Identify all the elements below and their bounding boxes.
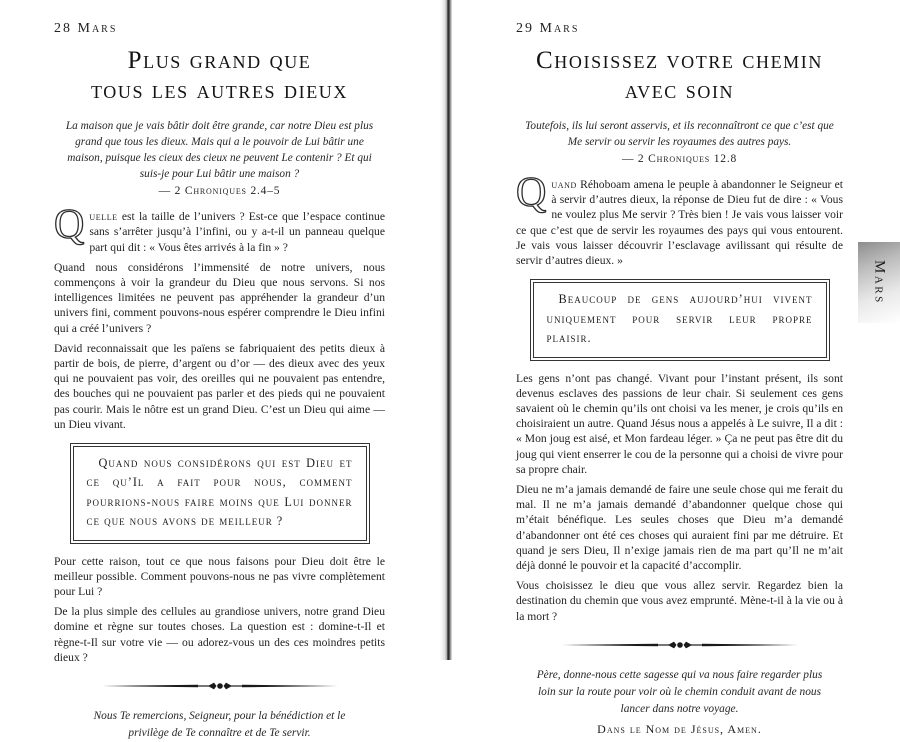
- body-paragraph: Vous choisissez le dieu que vous allez servir. Regardez bien la destination du chemin que vous avez emprunté. Mène-t-il à la vie ou à la mort ?: [516, 579, 843, 623]
- callout-text: Quand nous considérons qui est Dieu et ce qu’Il a fait pour nous, comment pourrions-nous faire moins que Lui donner ce que nous avons de meilleur ?: [73, 446, 367, 541]
- prayer-text: Père, donne-nous cette sagesse qui va nous faire regarder plus loin sur la route pour voir où le chemin conduit avant de nous lancer dans notre voyage.: [536, 668, 823, 716]
- month-tab-label: Mars: [871, 260, 888, 305]
- section-divider-ornament-icon: [100, 679, 340, 693]
- prayer-text: Nous Te remercions, Seigneur, pour la bénédiction et le privilège de Te connaître et de Te servir.: [93, 710, 346, 740]
- lead-word-smallcaps: uand: [551, 178, 577, 192]
- month-tab[interactable]: [858, 242, 900, 323]
- page-title-line1: Choisissez votre chemin: [536, 47, 823, 74]
- callout-text: Beaucoup de gens aujourd’hui vivent uniquement pour servir leur propre plaisir.: [533, 282, 827, 357]
- page-title-line2: tous les autres dieux: [90, 76, 349, 104]
- scripture-epigraph: Toutefois, ils lui seront asservis, et ils reconnaîtront ce que c’est que Me servir ou servir les royaumes des autres pays.: [525, 120, 834, 149]
- date-heading: 29 Mars: [516, 21, 580, 36]
- body-paragraph: De la plus simple des cellules au grandiose univers, notre grand Dieu domine et règne sur toutes choses. La question est : domine-t-Il et règne-t-Il sur votre vie — ou adorez-vous un des ces moindres petits dieux ?: [54, 605, 385, 664]
- scripture-attribution: — 2 Chroniques 2.4–5: [158, 185, 281, 198]
- body-paragraph: David reconnaissait que les païens se fabriquaient des petits dieux à partir de bois, de pierre, d’argent ou d’or — des dieux avec des yeux qui ne pouvaient pas voir, des oreilles qui ne pouvaient pas entendre, des bouches qui ne pouvaient pas parler et des pieds qui ne pouvaient pas courir. Mais le nôtre est un grand Dieu. C’est un Dieu qui aime — un Dieu vivant.: [54, 341, 385, 431]
- body-paragraph: [516, 170, 843, 268]
- body-paragraph: Pour cette raison, tout ce que nous faisons pour Dieu doit être le meilleur possible. Comment pouvons-nous ne pas vivre complètement pour Lui ?: [54, 554, 385, 599]
- dropcap-letter: Q: [516, 170, 547, 217]
- page-title-line1: Plus grand que: [127, 47, 312, 74]
- page-right: [452, 0, 900, 737]
- body-paragraph: Dieu ne m’a jamais demandé de faire une seule chose qui me ferait du mal. Il ne m’a jamais demandé d’abandonner quelque chose qui m’était bénéfique. Les seules choses que Dieu m’a demandé d’abandonner ont été ces choses qui auraient fini par me détruire. Et quand je sers Dieu, Il n’exige jamais rien de ma part qu’Il ne m’ait déjà donné le pouvoir et la capacité d’accomplir.: [516, 482, 843, 572]
- callout-box: [70, 443, 370, 544]
- page-title: [54, 46, 385, 105]
- page-title: [516, 46, 843, 105]
- paragraph-text: Réhoboam amena le peuple à abandonner le Seigneur et à servir d’autres dieux, la réponse de Dieu fut de dire : « Vous ne voulez plus Me servir ? Très bien ! Je vais vous laisser voir ce que c’est que de servir les royaumes des pays qui vous entourent. Je vais vous laisser découvrir l’esclavage avilissant qui résulte de servir d’autres dieux. »: [516, 178, 843, 268]
- body-paragraph: Quand nous considérons l’immensité de notre univers, nous commençons à voir la grandeur du Dieu que nous servons. Si nos intelligences limitées ne peuvent pas appréhender la grandeur d’un univers fini, comment pouvons-nous espérer comprendre le Dieu infini qui a créé l’univers ?: [54, 260, 385, 335]
- scripture-attribution: — 2 Chroniques 12.8: [621, 153, 738, 166]
- page-title-line2: avec soin: [624, 76, 735, 104]
- prayer-closing: Dans le Nom de Jésus, Amen.: [597, 722, 762, 737]
- section-divider-ornament-icon: [560, 638, 800, 652]
- body-text: [516, 170, 843, 624]
- callout-box: [530, 279, 830, 360]
- paragraph-text: est la taille de l’univers ? Est-ce que l’espace continue sans s’arrêter jusqu’à l’infini, ou y a-t-il un panneau quelque part qui dit : « Vous êtes arrivés à la fin » ?: [89, 210, 385, 254]
- date-heading: 28 Mars: [54, 21, 118, 36]
- dropcap-letter: Q: [54, 202, 85, 249]
- body-text: [54, 202, 385, 665]
- page-left: [0, 0, 446, 740]
- lead-word-smallcaps: uelle: [89, 210, 118, 224]
- body-paragraph: Les gens n’ont pas changé. Vivant pour l’instant présent, ils sont devenus esclaves des passions de leur chair. Si seulement ces gens savaient où le chemin qu’ils ont choisi va les mener, je crois qu’ils en choisiraient un autre. Quand Jésus nous a appelés à Le suivre, Il a dit : « Mon joug est aisé, et Mon fardeau léger. » Ça ne peut pas être dit du joug qui vient enserrer le cou de la personne qui a choisi de vivre pour sa propre chair.: [516, 371, 843, 476]
- body-paragraph: [54, 202, 385, 255]
- scripture-epigraph: La maison que je vais bâtir doit être grande, car notre Dieu est plus grand que tous les dieux. Mais qui a le pouvoir de Lui bâtir une maison, puisque les cieux des cieux ne peuvent Le contenir ? Et qui suis-je pour Lui bâtir une maison ?: [65, 120, 374, 181]
